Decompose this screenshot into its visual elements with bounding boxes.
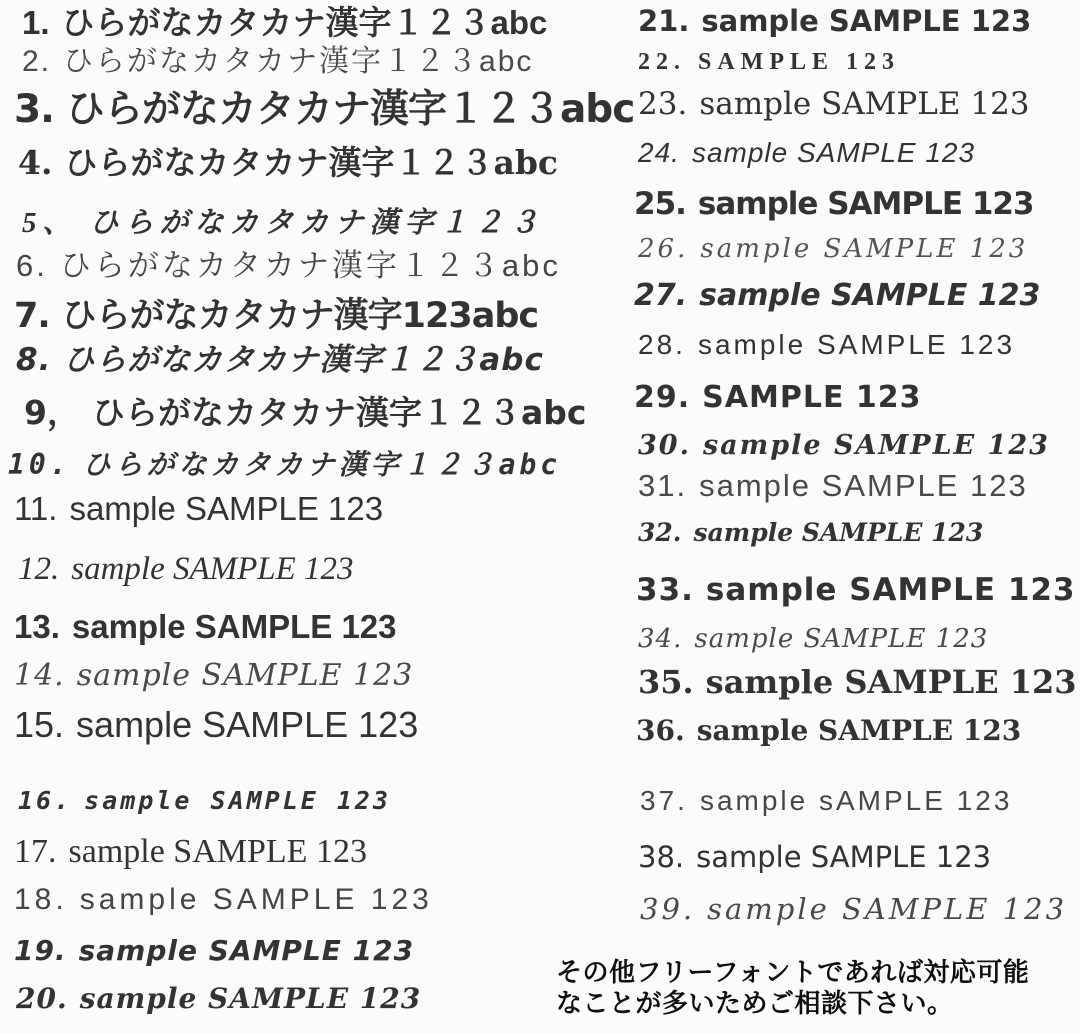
font-sample-1	[22, 6, 547, 41]
sample-number: 28.	[638, 329, 686, 360]
font-sample-11	[14, 492, 383, 527]
font-sample-38	[638, 842, 991, 872]
sample-text: sample SAMPLE 123	[68, 833, 367, 870]
sample-number: 11.	[14, 490, 58, 527]
sample-text: ひらがなカタカナ漢字１２３abc	[65, 87, 635, 132]
sample-text: ひらがなカタカナ漢字１２３abc	[61, 4, 548, 41]
font-sample-32	[638, 520, 983, 546]
font-sample-15	[14, 706, 418, 744]
sample-number: 3.	[14, 87, 54, 132]
sample-number: 38.	[638, 840, 685, 874]
sample-text: sample SAMPLE 123	[697, 329, 1016, 360]
sample-text: sample SAMPLE 123	[84, 786, 392, 815]
font-sample-30	[638, 432, 1050, 460]
sample-number: 23.	[638, 86, 688, 122]
font-sample-25	[634, 188, 1034, 221]
sample-text: sample SAMPLE 123	[78, 934, 415, 967]
sample-text: sample SAMPLE 123	[79, 982, 422, 1015]
sample-number: 4.	[18, 143, 53, 182]
sample-text: sample SAMPLE 123	[699, 86, 1030, 122]
notice-line-2: なことが多いためご相談下さい。	[556, 989, 954, 1020]
sample-text: sample SAMPLE 123	[701, 4, 1032, 38]
sample-text: ひらがなカタカナ漢字１２３	[89, 207, 545, 239]
sample-text: sample SAMPLE 123	[707, 892, 1068, 926]
sample-text: SAMPLE 123	[702, 380, 922, 415]
sample-number: 15.	[14, 704, 65, 745]
font-sample-20	[16, 984, 421, 1013]
sample-text: sample SAMPLE 123	[76, 658, 414, 693]
font-sample-7	[14, 298, 538, 335]
font-sample-2	[22, 46, 533, 78]
font-sample-10	[8, 450, 561, 479]
sample-number: 19.	[14, 934, 67, 967]
font-sample-28	[638, 330, 1015, 359]
sample-number: 27.	[634, 278, 688, 313]
sample-number: 36.	[636, 714, 685, 747]
sample-text: ひらがなカタカナ漢字１２３abc	[82, 448, 562, 481]
sample-text: sample SAMPLE 123	[69, 490, 384, 527]
notice-line-1: その他フリーフォントであれば対応可能	[556, 958, 1030, 988]
font-sample-21	[638, 6, 1031, 36]
sample-text: sample SAMPLE 123	[696, 840, 992, 874]
sample-text: sample SAMPLE 123	[694, 624, 989, 654]
font-sample-34	[638, 626, 988, 653]
sample-text: ひらがなカタカナ漢字１２３abc	[59, 248, 561, 283]
sample-number: 26.	[638, 234, 689, 264]
font-sample-5	[22, 208, 545, 238]
sample-text: sample SAMPLE 123	[76, 704, 419, 745]
sample-number: 14.	[14, 658, 65, 693]
font-sample-22	[638, 50, 900, 75]
sample-number: 30.	[638, 430, 691, 461]
sample-text: sample SAMPLE 123	[71, 551, 354, 587]
font-sample-12	[18, 552, 354, 587]
font-sample-29	[634, 382, 922, 414]
sample-number: 24.	[638, 137, 680, 168]
font-sample-13	[14, 610, 397, 645]
sample-number: 22.	[638, 49, 686, 75]
sample-number: 18.	[14, 883, 68, 916]
sample-text: ひらがなカタカナ漢字１２３abc	[63, 45, 534, 78]
sample-number: 8.	[16, 342, 52, 378]
sample-text: sample SAMPLE 123	[702, 430, 1050, 461]
font-sample-6	[16, 250, 561, 283]
sample-number: 29.	[634, 380, 691, 415]
sample-number: 32.	[638, 518, 682, 547]
sample-number: 21.	[638, 4, 690, 38]
sample-text: SAMPLE 123	[698, 49, 901, 75]
sample-number: 34.	[638, 624, 683, 654]
font-sample-18	[14, 884, 433, 916]
font-sample-31	[638, 470, 1028, 503]
font-sample-23	[638, 88, 1030, 121]
font-sample-19	[14, 936, 414, 965]
sample-text: sample SAMPLE 123	[700, 234, 1029, 264]
sample-number: 16.	[18, 786, 73, 815]
font-sample-4	[18, 143, 559, 182]
sample-text: sample sAMPLE 123	[699, 785, 1013, 816]
sample-number: 13.	[14, 608, 60, 645]
font-sample-24	[638, 138, 975, 167]
sample-text: sample SAMPLE 123	[71, 608, 397, 645]
sample-text: sample SAMPLE 123	[696, 714, 1022, 747]
font-sample-37	[640, 786, 1012, 815]
free-font-notice	[556, 958, 1029, 1020]
sample-number: 2.	[22, 45, 52, 78]
font-sample-14	[14, 660, 413, 692]
sample-number: 9，	[24, 393, 80, 432]
font-sample-17	[14, 834, 367, 870]
sample-text: sample SAMPLE 123	[699, 278, 1041, 313]
sample-text: ひらがなカタカナ漢字１２３abc	[64, 143, 559, 182]
sample-text: sample SAMPLE 123	[699, 468, 1028, 503]
sample-number: 17.	[14, 833, 57, 870]
sample-number: 5、	[22, 207, 78, 239]
sample-text: sample SAMPLE 123	[705, 663, 1077, 701]
font-sample-36	[636, 716, 1021, 745]
font-sample-16	[18, 788, 391, 814]
font-sample-26	[638, 236, 1028, 263]
font-sample-8	[16, 344, 544, 377]
font-sample-9	[24, 393, 587, 432]
sample-number: 33.	[636, 572, 694, 608]
sample-text: sample SAMPLE 123	[693, 518, 984, 547]
font-sample-33	[636, 574, 1076, 607]
sample-number: 31.	[638, 468, 688, 503]
font-sample-3	[14, 87, 635, 132]
font-sample-39	[640, 894, 1067, 924]
sample-text: ひらがなカタカナ漢字１２３abc	[63, 342, 544, 378]
sample-number: 39.	[640, 892, 696, 926]
sample-text: ひらがなカタカナ漢字１２３abc	[91, 393, 587, 432]
sample-text: ひらがなカタカナ漢字123abc	[61, 296, 539, 336]
sample-number: 1.	[22, 4, 50, 41]
sample-number: 6.	[16, 248, 48, 283]
sample-number: 35.	[638, 663, 694, 701]
sample-number: 12.	[18, 551, 60, 587]
sample-number: 25.	[634, 186, 686, 222]
font-sample-35	[638, 663, 1077, 701]
sample-text: sample SAMPLE 123	[691, 137, 976, 168]
sample-text: sample SAMPLE 123	[697, 186, 1034, 222]
sample-number: 20.	[16, 982, 68, 1015]
sample-text: sample SAMPLE 123	[79, 883, 433, 916]
sample-number: 10.	[8, 448, 71, 481]
sample-number: 37.	[640, 785, 688, 816]
sample-text: sample SAMPLE 123	[705, 572, 1076, 608]
sample-number: 7.	[14, 296, 50, 336]
font-sample-27	[634, 280, 1040, 312]
